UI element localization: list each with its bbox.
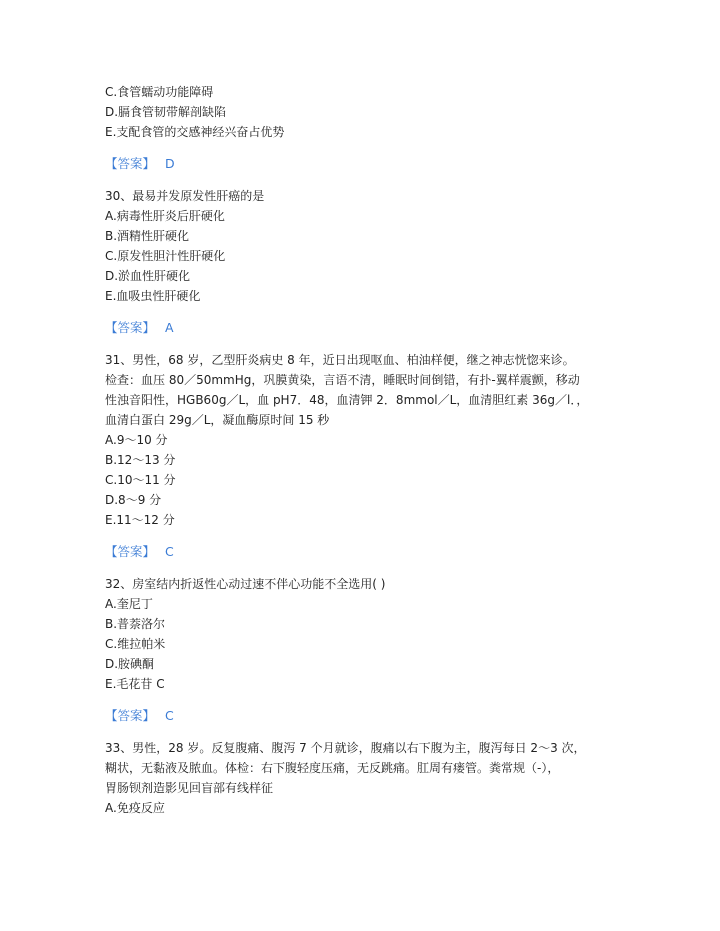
answer-value: C <box>165 708 174 723</box>
answer-line <box>105 318 625 338</box>
answer-line <box>105 154 625 174</box>
question-stem-line: 糊状，无黏液及脓血。体检：右下腹轻度压痛，无反跳痛。肛周有瘘管。粪常规（-）， <box>105 761 560 775</box>
answer-value: A <box>165 320 174 335</box>
answer-label: 【答案】 <box>105 544 156 559</box>
question-prev <box>105 82 625 174</box>
option-b: B.12～13 分 <box>105 453 176 467</box>
answer-label: 【答案】 <box>105 156 156 171</box>
option-e: E.11～12 分 <box>105 513 175 527</box>
option-b: B.普萘洛尔 <box>105 617 166 631</box>
question-stem-line: 检查：血压 80／50mmHg，巩膜黄染，言语不清，睡眠时间倒错，有扑-翼样震颤，移动 <box>105 373 580 387</box>
question-stem-line: 31、男性，68 岁，乙型肝炎病史 8 年，近日出现呕血、柏油样便，继之神志恍惚来诊。 <box>105 353 575 367</box>
option-a: A.病毒性肝炎后肝硬化 <box>105 209 225 223</box>
question-stem-line: 血清白蛋白 29g／L，凝血酶原时间 15 秒 <box>105 413 330 427</box>
option-e: E.毛花苷 C <box>105 677 165 691</box>
answer-value: C <box>165 544 174 559</box>
answer-line <box>105 542 625 562</box>
answer-value: D <box>165 156 175 171</box>
option-d: D.胺碘酮 <box>105 657 155 671</box>
question-33 <box>105 738 625 818</box>
option-e: E.血吸虫性肝硬化 <box>105 289 201 303</box>
document-content <box>105 82 625 818</box>
option-a: A.奎尼丁 <box>105 597 153 611</box>
option-c: C.原发性胆汁性肝硬化 <box>105 249 226 263</box>
option-c: C.10～11 分 <box>105 473 176 487</box>
option-c: C.维拉帕米 <box>105 637 166 651</box>
question-stem: 30、最易并发原发性肝癌的是 <box>105 189 265 203</box>
answer-label: 【答案】 <box>105 708 156 723</box>
option-b: B.酒精性肝硬化 <box>105 229 190 243</box>
option-d: D.膈食管韧带解剖缺陷 <box>105 105 227 119</box>
question-32 <box>105 574 625 726</box>
question-30 <box>105 186 625 338</box>
option-d: D.8～9 分 <box>105 493 162 507</box>
option-a: A.9～10 分 <box>105 433 168 447</box>
option-c: C.食管蠕动功能障碍 <box>105 85 214 99</box>
question-31 <box>105 350 625 562</box>
answer-line <box>105 706 625 726</box>
option-a: A.免疫反应 <box>105 801 165 815</box>
question-stem-line: 33、男性，28 岁。反复腹痛、腹泻 7 个月就诊，腹痛以右下腹为主，腹泻每日 2～3 次， <box>105 741 586 755</box>
answer-label: 【答案】 <box>105 320 156 335</box>
question-stem: 32、房室结内折返性心动过速不伴心功能不全选用( ) <box>105 577 386 591</box>
question-stem-line: 胃肠钡剂造影见回盲部有线样征 <box>105 781 274 795</box>
question-stem-line: 性浊音阳性，HGB60g／L，血 pH7．48，血清钾 2．8mmol／L，血清胆红素 36g／l．， <box>105 393 589 407</box>
option-d: D.淤血性肝硬化 <box>105 269 191 283</box>
option-e: E.支配食管的交感神经兴奋占优势 <box>105 125 285 139</box>
